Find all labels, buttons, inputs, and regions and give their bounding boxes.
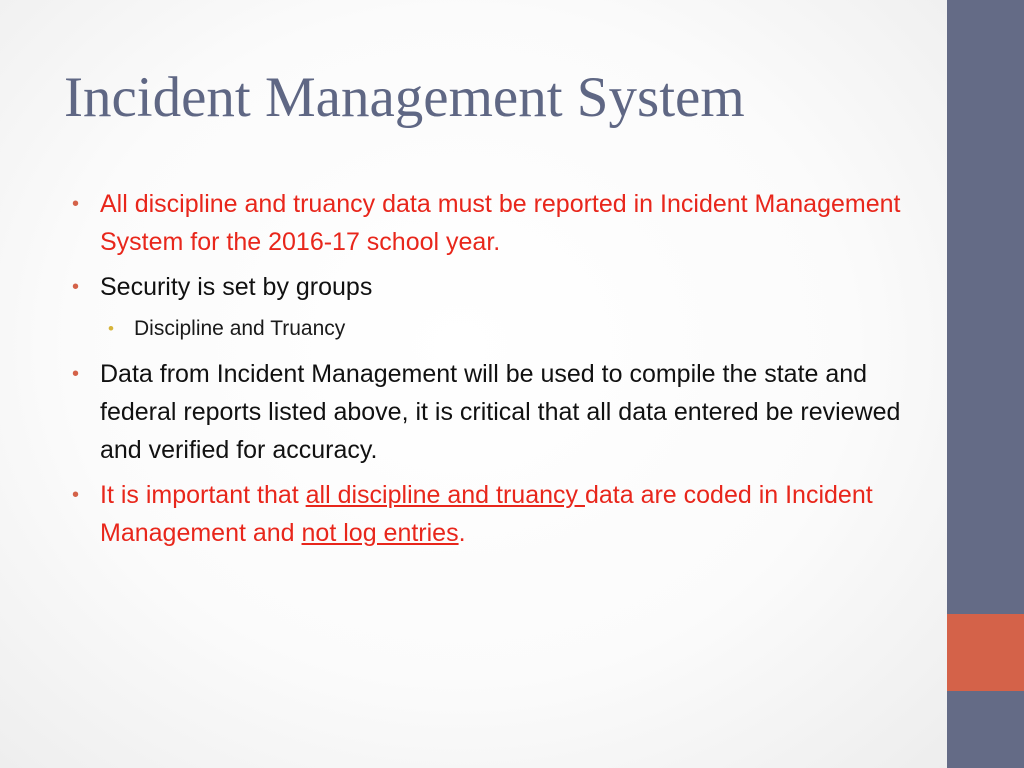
bullet-list xyxy=(72,185,922,559)
bullet-text: All discipline and truancy data must be reported in Incident Management System for the 2016-17 school year. xyxy=(100,190,901,256)
side-accent-block xyxy=(947,614,1024,691)
underlined-phrase-discipline-truancy: all discipline and truancy xyxy=(305,481,585,509)
bullet-marker: • xyxy=(72,484,80,506)
underlined-phrase-not-log-entries: not log entries xyxy=(301,519,459,547)
bullet-marker: • xyxy=(72,363,80,385)
bullet-security-groups xyxy=(72,268,922,306)
bullet-text-part: data are coded in Incident Management and xyxy=(100,481,873,547)
bullet-text-part: . xyxy=(458,519,466,547)
sub-bullet-marker: • xyxy=(108,319,114,338)
bullet-text-part: It is important that xyxy=(100,481,306,509)
sub-bullet-text: Discipline and Truancy xyxy=(134,317,346,340)
bullet-text: Security is set by groups xyxy=(100,273,373,301)
sub-bullet-discipline-truancy xyxy=(108,313,922,345)
slide-title: Incident Management System xyxy=(64,66,745,129)
bullet-marker: • xyxy=(72,276,80,298)
bullet-text: Data from Incident Management will be used to compile the state and federal reports listed above, it is critical that all data entered be reviewed and verified for accuracy. xyxy=(100,360,901,464)
bullet-reporting-requirement xyxy=(72,185,922,261)
bullet-data-reports xyxy=(72,355,922,469)
bullet-marker: • xyxy=(72,193,80,215)
bullet-coding-importance xyxy=(72,476,922,552)
